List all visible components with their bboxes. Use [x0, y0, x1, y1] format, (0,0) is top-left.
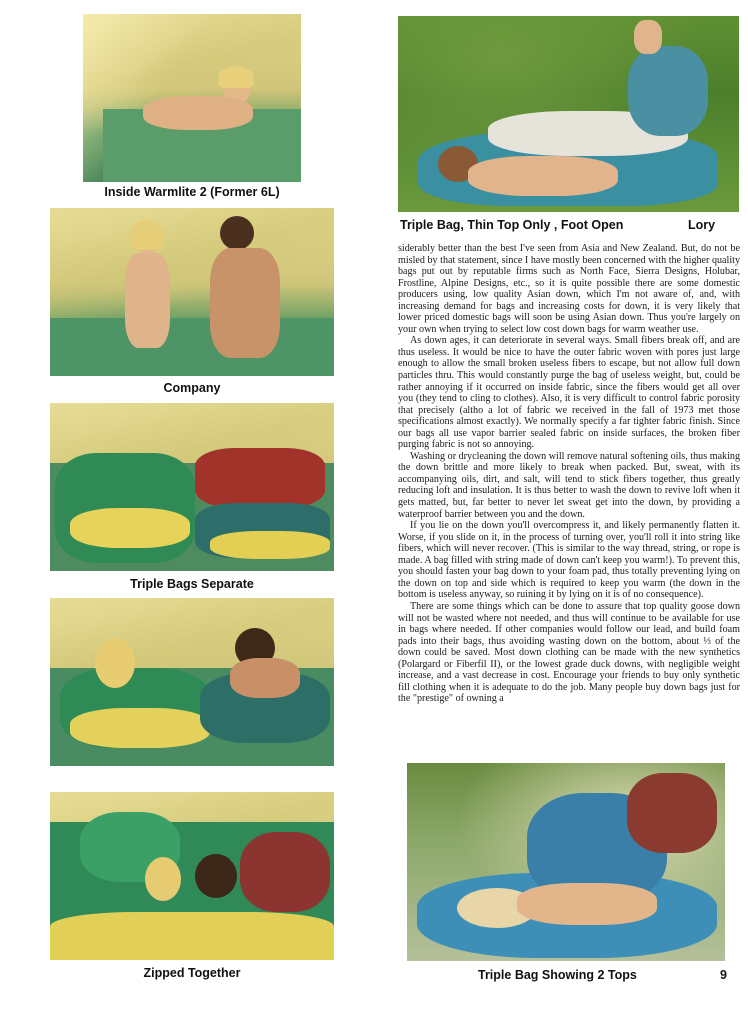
article-body — [398, 243, 740, 705]
caption-zipped-together: Zipped Together — [143, 966, 241, 980]
photo-triple-bags-separate — [50, 403, 334, 571]
photo-zipped-together — [50, 792, 334, 960]
caption-two-tops: Triple Bag Showing 2 Tops — [478, 968, 637, 982]
caption-credit-lory: Lory — [688, 218, 716, 232]
caption-thin-top-foot-open: Triple Bag, Thin Top Only , Foot Open — [400, 218, 624, 232]
caption-inside-warmlite: Inside Warmlite 2 (Former 6L) — [104, 185, 280, 199]
photo-company — [50, 208, 334, 376]
article-paragraph: If you lie on the down you'll overcompress it, and likely permanently flatten it. Worse, if you slide on it, in the process of turning over, you'll roll it into string like fibers, which will never recover. (This is similar to the way thread, string, or rope is made. A bag filled with string made of down can't keep you warm!). To prevent this, you should fasten your bag down to your foam pad, thus totally preventing lying on the down on top and side which is required to keep you warm (the down in the bottom is useless anyway, so ruining it by lying on it is of no consequence). — [398, 520, 740, 601]
article-paragraph: As down ages, it can deteriorate in several ways. Small fibers break off, and are thus useless. It would be nice to have the outer fabric woven with pores just large enough to allow the small broken useless fibers to escape, but not allow full down particles thru. This would constantly purge the bag of useless weight, but, could be rather annoying if it occurred on inside fabric, since the fibers would get all over you (they tend to cling to clothes). Also, it is very difficult to control fabric porosity that precisely (altho a lot of fabric we received in the fall of 1973 met those specifications almost exactly). We normally specify a far tighter fabric finish. Since our bags all use vapor barrier sealed fabric on inside surfaces, the broken fiber purging fabric is not so annoying. — [398, 335, 740, 451]
article-paragraph: Washing or drycleaning the down will remove natural softening oils, thus making the down brittle and more likely to break when packed. But, sweat, with its accompanying oils, dirt, and salt, will tend to stick fibers together, thus greatly reducing loft and insulation. It is thus better to wash the down to revive loft when it gets matted, but, far better to never let sweat get into the down, by providing a waterproof barrier between you and the down. — [398, 450, 740, 520]
photo-pair-in-bags — [50, 598, 334, 766]
caption-company: Company — [163, 381, 221, 395]
photo-two-tops — [407, 763, 725, 961]
article-paragraph: There are some things which can be done to assure that top quality goose down will not be wasted where not needed, and thus will continue to be available for use in bags where needed. If other companies would follow our lead, and build foam pads into their bags, thus avoiding wasting down on the bottom, about ⅓ of the down could be saved. Most down clothing can be made with the new synthetics (Polargard or Fiberfil II), or the lowest grade duck downs, with negligible weight increase, and a vast decrease in cost. Encourage your friends to buy only synthetic fill clothing when it is adequate to do the job. Many people buy down bags just for the "prestige" of owning a — [398, 600, 740, 705]
caption-triple-bags-separate: Triple Bags Separate — [130, 577, 254, 591]
article-paragraph: siderably better than the best I've seen from Asia and New Zealand. But, do not be misled by that statement, since I have mostly been concerned with the higher quality bags put out by reputable firms such as North Face, Sierra Designs, Holubar, Frostline, Alpine Designs, etc., so it is quite possible there are some domestic producers using, low quality Asian down, which I'm not aware of, and, with increasing demand for bags and increasing costs for down, it is very likely that lower priced domestic bags will soon be using Asian down. Thus you're largely on your own when trying to select low cost down bags for warm weather use. — [398, 243, 740, 335]
photo-inside-warmlite — [83, 14, 301, 182]
photo-thin-top-foot-open — [398, 16, 739, 212]
page-number: 9 — [720, 968, 727, 982]
